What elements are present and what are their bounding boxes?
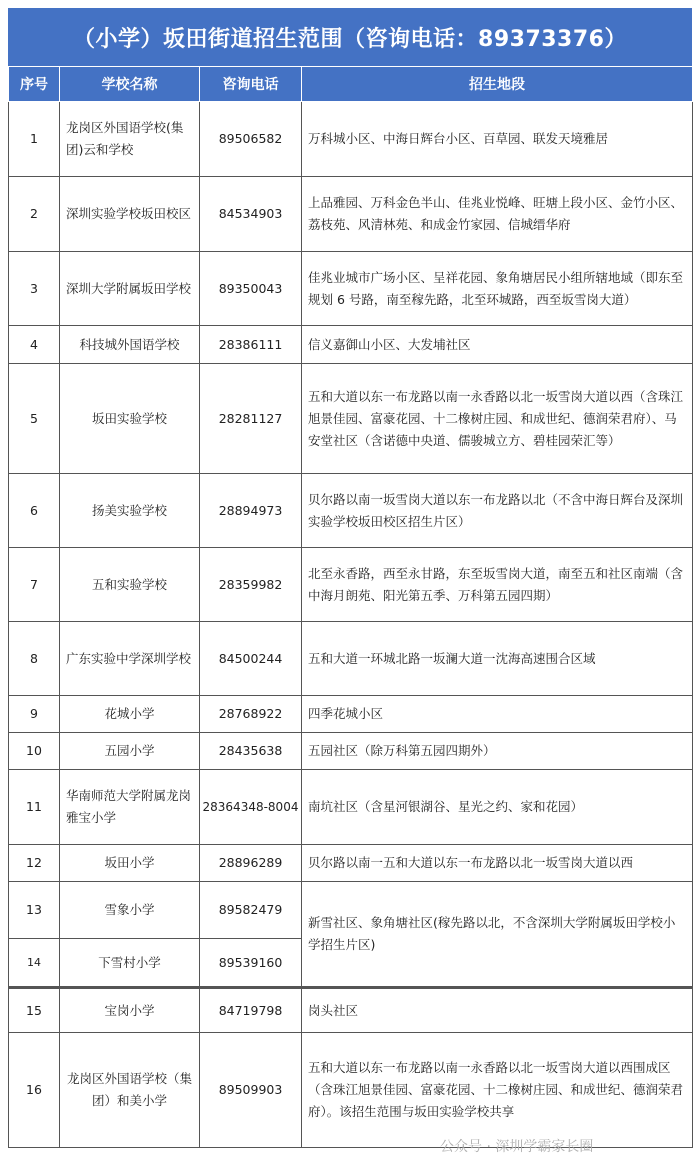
table-row (9, 882, 693, 939)
table-row (9, 364, 693, 474)
row-no: 5 (9, 364, 60, 474)
row-school: 广东实验中学深圳学校 (60, 622, 200, 696)
row-area: 岗头社区 (302, 988, 693, 1033)
row-phone: 89506582 (200, 102, 302, 177)
table-row (9, 733, 693, 770)
table-row (9, 102, 693, 177)
row-area: 五和大道以东一布龙路以南一永香路以北一坂雪岗大道以西围成区（含珠江旭景佳园、富豪花园、十二橡树庄园、和成世纪、德润荣君府）。该招生范围与坂田实验学校共享 (302, 1033, 693, 1148)
row-phone: 84534903 (200, 177, 302, 252)
row-phone: 28386111 (200, 326, 302, 364)
row-school: 扬美实验学校 (60, 474, 200, 548)
row-area: 万科城小区、中海日辉台小区、百草园、联发天境雅居 (302, 102, 693, 177)
row-phone: 84719798 (200, 988, 302, 1033)
row-no: 16 (9, 1033, 60, 1148)
page-title: （小学）坂田街道招生范围（咨询电话：89373376） (8, 8, 692, 66)
row-area: 五园社区（除万科第五园四期外） (302, 733, 693, 770)
row-school: 下雪村小学 (60, 939, 200, 988)
table-row (9, 845, 693, 882)
row-area: 四季花城小区 (302, 696, 693, 733)
header-phone: 咨询电话 (200, 67, 302, 102)
row-phone: 28281127 (200, 364, 302, 474)
row-phone: 28896289 (200, 845, 302, 882)
row-no: 8 (9, 622, 60, 696)
row-no: 7 (9, 548, 60, 622)
row-school: 龙岗区外国语学校（集团）和美小学 (60, 1033, 200, 1148)
row-school: 科技城外国语学校 (60, 326, 200, 364)
row-area: 贝尔路以南一坂雪岗大道以东一布龙路以北（不含中海日辉台及深圳实验学校坂田校区招生片区） (302, 474, 693, 548)
row-no: 14 (9, 939, 60, 988)
table-row (9, 474, 693, 548)
row-area: 五和大道以东一布龙路以南一永香路以北一坂雪岗大道以西（含珠江旭景佳园、富豪花园、十二橡树庄园、和成世纪、德润荣君府）、马安堂社区（含诺德中央道、儒骏城立方、碧桂园荣汇等） (302, 364, 693, 474)
row-area: 贝尔路以南一五和大道以东一布龙路以北一坂雪岗大道以西 (302, 845, 693, 882)
table-row (9, 548, 693, 622)
row-no: 9 (9, 696, 60, 733)
row-phone: 89509903 (200, 1033, 302, 1148)
row-no: 15 (9, 988, 60, 1033)
table-row (9, 252, 693, 326)
row-area: 南坑社区（含星河银湖谷、星光之约、家和花园） (302, 770, 693, 845)
table-row (9, 622, 693, 696)
row-no: 4 (9, 326, 60, 364)
row-school: 宝岗小学 (60, 988, 200, 1033)
row-school: 华南师范大学附属龙岗雅宝小学 (60, 770, 200, 845)
row-school: 深圳实验学校坂田校区 (60, 177, 200, 252)
row-phone: 89582479 (200, 882, 302, 939)
enrollment-table (8, 66, 693, 1148)
header-row (9, 67, 693, 102)
row-no: 11 (9, 770, 60, 845)
row-phone: 89539160 (200, 939, 302, 988)
row-area: 信义嘉御山小区、大发埔社区 (302, 326, 693, 364)
row-area: 北至永香路，西至永甘路，东至坂雪岗大道，南至五和社区南端（含中海月朗苑、阳光第五季、万科第五园四期） (302, 548, 693, 622)
row-no: 13 (9, 882, 60, 939)
row-school: 龙岗区外国语学校(集团)云和学校 (60, 102, 200, 177)
row-area: 五和大道一环城北路一坂澜大道一沈海高速围合区域 (302, 622, 693, 696)
row-school: 坂田实验学校 (60, 364, 200, 474)
row-phone: 28364348-8004 (200, 770, 302, 845)
row-no: 10 (9, 733, 60, 770)
row-phone: 28768922 (200, 696, 302, 733)
table-row (9, 696, 693, 733)
row-no: 3 (9, 252, 60, 326)
header-area: 招生地段 (302, 67, 693, 102)
header-school: 学校名称 (60, 67, 200, 102)
row-school: 坂田小学 (60, 845, 200, 882)
row-phone: 84500244 (200, 622, 302, 696)
row-area: 佳兆业城市广场小区、呈祥花园、象角塘居民小组所辖地域（即东至规划 6 号路，南至稼先路，北至环城路，西至坂雪岗大道） (302, 252, 693, 326)
row-school: 花城小学 (60, 696, 200, 733)
row-area: 新雪社区、象角塘社区(稼先路以北，不含深圳大学附属坂田学校小学招生片区) (302, 882, 693, 988)
watermark: 公众号 · 深圳学霸家长圈 (440, 1139, 594, 1155)
row-school: 深圳大学附属坂田学校 (60, 252, 200, 326)
row-phone: 28435638 (200, 733, 302, 770)
row-school: 五和实验学校 (60, 548, 200, 622)
row-school: 五园小学 (60, 733, 200, 770)
row-phone: 28894973 (200, 474, 302, 548)
row-no: 2 (9, 177, 60, 252)
table-row (9, 988, 693, 1033)
row-no: 12 (9, 845, 60, 882)
table-row (9, 177, 693, 252)
row-phone: 89350043 (200, 252, 302, 326)
row-school: 雪象小学 (60, 882, 200, 939)
row-no: 1 (9, 102, 60, 177)
table-row (9, 770, 693, 845)
row-phone: 28359982 (200, 548, 302, 622)
table-row (9, 1033, 693, 1148)
header-no: 序号 (9, 67, 60, 102)
table-row (9, 326, 693, 364)
row-no: 6 (9, 474, 60, 548)
row-area: 上品雅园、万科金色半山、佳兆业悦峰、旺塘上段小区、金竹小区、荔枝苑、风清林苑、和成金竹家园、信城缙华府 (302, 177, 693, 252)
